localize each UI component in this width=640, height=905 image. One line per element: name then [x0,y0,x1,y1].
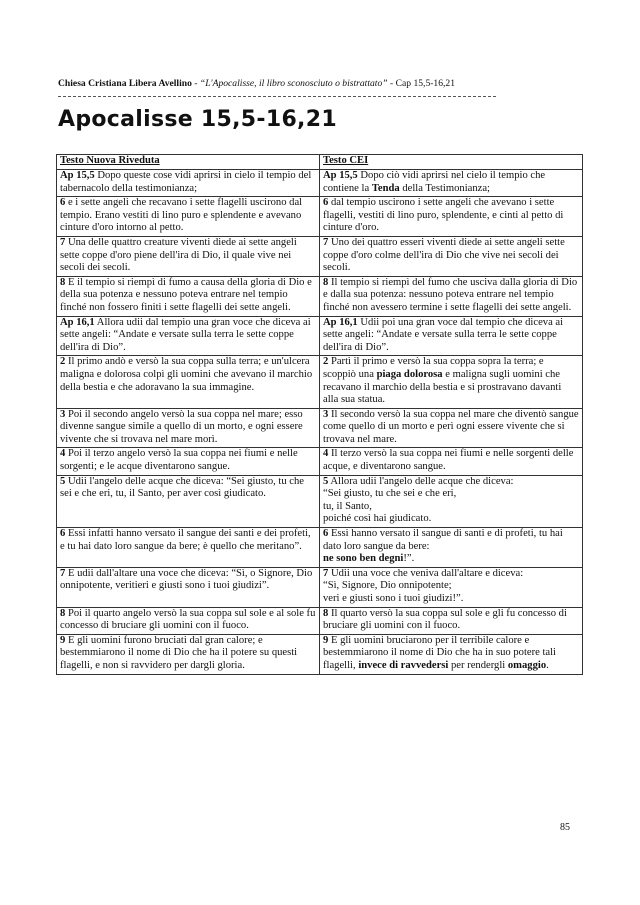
verse-text: E gli uomini furono bruciati dal gran calore; e bestemmiarono il nome di Dio che ha il potere su questi flagelli, e non si ravvidero per dargli gloria. [60,634,298,671]
emphasis-text: Tenda [371,182,400,194]
emphasis-text: piaga dolorosa [376,368,443,380]
table-row [57,528,583,568]
page-title: Apocalisse 15,5-16,21 [58,107,337,132]
table-row [57,475,583,527]
table-row [57,607,583,634]
cell-cei [320,197,583,237]
column-header-nuova-riveduta: Testo Nuova Riveduta [57,155,320,170]
header-rule [58,96,496,97]
cell-nuova-riveduta [57,408,320,448]
verse-reference: Ap 16,1 [60,316,95,328]
verse-reference: 8 [323,607,329,619]
table-row [57,634,583,674]
verse-text: Poi il terzo angelo versò la sua coppa nei fiumi e nelle sorgenti; e le acque diventarono sangue. [60,448,298,473]
table-row [57,567,583,607]
cell-cei [320,475,583,527]
verse-reference: 6 [323,528,329,540]
cell-cei [320,448,583,475]
verse-text: “Sei giusto, tu che sei e che eri, [323,488,457,500]
verse-text: della Testimonianza; [399,182,490,194]
verse-text: poiché così hai giudicato. [323,513,432,525]
cell-nuova-riveduta [57,170,320,197]
verse-text: Il primo andò e versò la sua coppa sulla terra; e un'ulcera maligna e dolorosa colpì gli uomini che avevano il marchio della bestia e che adoravano la sua immagine. [60,356,313,393]
table-row [57,236,583,276]
verse-reference: 8 [323,276,329,288]
cell-cei [320,276,583,316]
cell-nuova-riveduta [57,236,320,276]
verse-text: e maligna sugli uomini che recavano il marchio della bestia e si prostravano davanti alla sua statua. [323,368,562,406]
header-separator: - [191,78,200,89]
table-row [57,408,583,448]
cell-cei [320,567,583,607]
verse-text: E gli uomini bruciarono per il terribile calore e bestemmiarono il nome di Dio che ha in suo potere tali flagelli, [323,634,557,671]
column-header-cei: Testo CEI [320,155,583,170]
verse-reference: 7 [323,567,329,579]
verse-reference: 3 [323,408,329,420]
table-row [57,170,583,197]
cell-cei [320,528,583,568]
cell-cei [320,356,583,408]
verse-reference: 9 [323,634,329,646]
verse-text: Poi il secondo angelo versò la sua coppa nel mare; esso divenne sangue simile a quello di un morto, e ogni essere vivente che si trovava nel mare morì. [60,408,303,445]
verse-text: Allora udii dal tempio una gran voce che diceva ai sette angeli: “Andate e versate sulla terra le sette coppe dell'ira di Dio”. [60,316,311,353]
cell-cei [320,316,583,356]
table-row [57,316,583,356]
running-header [58,78,578,89]
page-number: 85 [560,822,570,833]
verse-text: E il tempio si riempì di fumo a causa della gloria di Dio e della sua potenza e nessuno poteva entrare nel tempio finché non fossero finiti i sette flagelli dei sette angeli. [60,276,312,313]
table-row [57,448,583,475]
cell-nuova-riveduta [57,316,320,356]
cell-nuova-riveduta [57,634,320,674]
emphasis-text: omaggio [507,659,547,671]
verse-text: Essi infatti hanno versato il sangue dei santi e dei profeti, e tu hai dato loro sangue da bere; è quello che meritano”. [60,528,311,552]
verse-text: Dopo queste cose vidi aprirsi in cielo il tempio del tabernacolo della testimonianza; [60,170,312,194]
verse-text: . [546,659,549,671]
verse-reference: Ap 16,1 [323,316,358,328]
verse-reference: 9 [60,634,66,646]
verse-text: Una delle quattro creature viventi diede ai sette angeli sette coppe d'oro piene dell'ira di Dio, il quale vive nei secoli dei secoli. [60,236,297,274]
cell-nuova-riveduta [57,528,320,568]
cell-cei [320,408,583,448]
verse-text: per rendergli [448,659,508,671]
verse-reference: 7 [323,236,329,248]
verse-text: Udii poi una gran voce dal tempio che diceva ai sette angeli: “Andate e versate sulla terra le sette coppe dell'ira di Dio”. [323,316,564,353]
verse-reference: 2 [323,356,329,368]
verse-text: Il quarto versò la sua coppa sul sole e gli fu concesso di bruciare gli uomini con il fuoco. [323,607,567,632]
cell-nuova-riveduta [57,276,320,316]
verse-reference: 8 [60,276,66,288]
verse-text: e i sette angeli che recavano i sette flagelli uscirono dal tempio. Erano vestiti di lino puro e splendente e avevano cinture d'oro intorno al petto. [60,197,303,234]
cell-nuova-riveduta [57,607,320,634]
cell-nuova-riveduta [57,197,320,237]
cell-cei [320,634,583,674]
emphasis-text: invece di ravvedersi [358,659,449,671]
verse-reference: 6 [323,197,329,209]
cell-nuova-riveduta [57,356,320,408]
verse-text: Udii una voce che veniva dall'altare e diceva: [328,567,524,579]
verse-reference: Ap 15,5 [60,170,95,181]
emphasis-text: ne sono ben degni [323,553,404,565]
verse-reference: 3 [60,408,66,420]
verse-text: Uno dei quattro esseri viventi diede ai sette angeli sette coppe d'oro colme dell'ira di Dio che vive nei secoli dei secoli. [323,236,565,274]
header-chapter: - Cap 15,5-16,21 [387,78,456,89]
table-header-row [57,155,583,170]
cell-nuova-riveduta [57,448,320,475]
verse-reference: 4 [323,448,329,460]
verse-text: E udii dall'altare una voce che diceva: “Sì, o Signore, Dio onnipotente, veritieri e giusti sono i tuoi giudizi”. [60,567,313,592]
cell-nuova-riveduta [57,475,320,527]
verse-text: Udii l'angelo delle acque che diceva: “Sei giusto, tu che sei e che eri, tu, il Santo, per aver così giudicato. [60,475,305,500]
verse-text: Dopo ciò vidi aprirsi nel cielo il tempio che contiene la [323,170,546,194]
cell-nuova-riveduta [57,567,320,607]
verse-reference: 7 [60,567,66,579]
verse-text: Partì il primo e versò la sua coppa sopra la terra; e scoppiò una [323,356,544,380]
verse-text: Poi il quarto angelo versò la sua coppa sul sole e al sole fu concesso di bruciare gli uomini con il fuoco. [60,607,316,632]
verse-reference: 6 [60,197,66,209]
verse-reference: 2 [60,356,66,368]
table-row [57,197,583,237]
verse-text: !”. [403,553,415,565]
verse-text: dal tempio uscirono i sette angeli che avevano i sette flagelli, vestiti di lino puro, splendente, e cinti al petto di cinture d'oro. [323,197,564,234]
verse-reference: 8 [60,607,66,619]
verse-text: Il secondo versò la sua coppa nel mare che diventò sangue come quello di un morto e perì ogni essere vivente che si trovava nel mare. [323,408,579,445]
verse-reference: 7 [60,236,66,248]
verse-reference: 5 [60,475,66,487]
verse-reference: 5 [323,475,329,487]
verse-text: Il terzo versò la sua coppa nei fiumi e nelle sorgenti delle acque, e diventarono sangue. [323,448,574,473]
verse-reference: Ap 15,5 [323,170,358,181]
verse-text: Allora udii l'angelo delle acque che diceva: [328,475,514,487]
cell-cei [320,607,583,634]
verse-text: “Sì, Signore, Dio onnipotente; [323,580,452,592]
verse-reference: 6 [60,528,66,540]
table-row [57,356,583,408]
header-book-title: “L'Apocalisse, il libro sconosciuto o bistrattato” [199,78,388,89]
cell-cei [320,236,583,276]
table-row [57,276,583,316]
header-org: Chiesa Cristiana Libera Avellino [58,78,192,89]
verse-text: veri e giusti sono i tuoi giudizi!”. [323,593,464,604]
cell-cei [320,170,583,197]
verse-text: Il tempio si riempì del fumo che usciva dalla gloria di Dio e dalla sua potenza: nessuno poteva entrare nel tempio finché non avessero termine i sette flagelli dei sette angeli. [323,276,578,313]
verse-reference: 4 [60,448,66,460]
comparison-table [56,154,583,675]
verse-text: tu, il Santo, [323,500,372,512]
verse-text: Essi hanno versato il sangue di santi e di profeti, tu hai dato loro sangue da bere: [323,528,563,552]
